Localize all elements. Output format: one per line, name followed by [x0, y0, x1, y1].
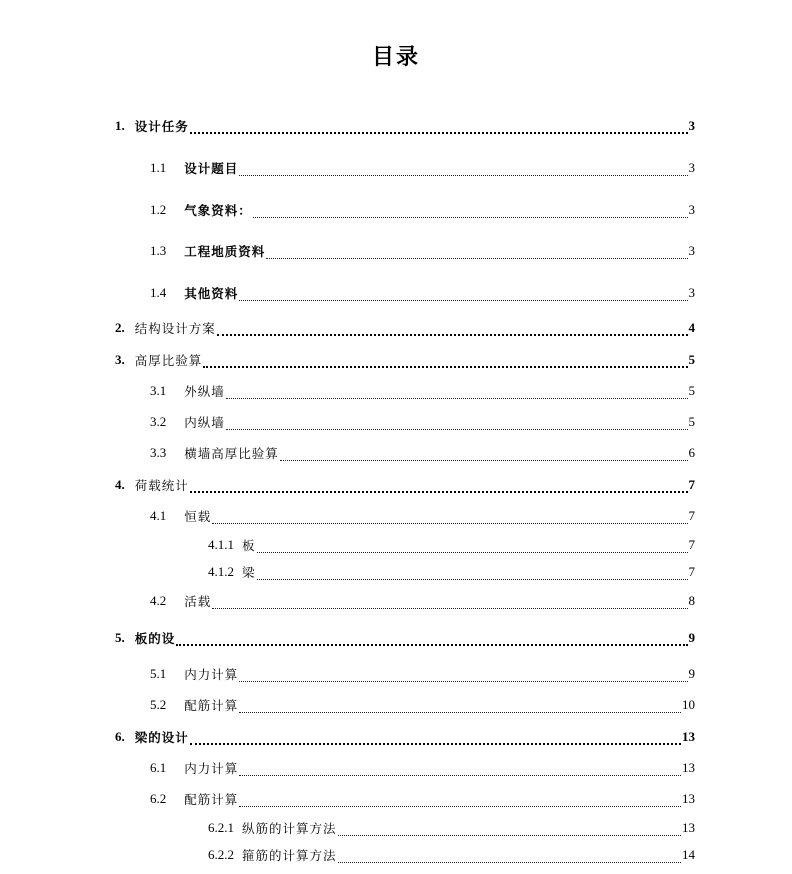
toc-title: 设计题目	[184, 161, 239, 176]
toc-page: 7	[688, 508, 695, 523]
toc-number: 3.2	[150, 414, 167, 429]
dot-leader	[257, 540, 688, 553]
toc-page: 7	[688, 564, 695, 579]
toc-entry-3[interactable]	[115, 350, 695, 370]
toc-title: 其他资料	[184, 286, 239, 301]
toc-entry-5-2[interactable]	[150, 695, 695, 715]
toc-title: 横墙高厚比验算	[184, 446, 279, 461]
toc-entry-5[interactable]	[115, 628, 695, 648]
toc-title: 工程地质资料	[184, 244, 266, 259]
toc-entry-1-3[interactable]	[150, 241, 695, 261]
toc-page: 5	[688, 414, 695, 429]
toc-title: 板	[242, 538, 256, 553]
toc-number: 1.1	[150, 160, 167, 175]
toc-entry-6-2[interactable]	[150, 789, 695, 809]
toc-entry-4-2[interactable]	[150, 591, 695, 611]
toc-number: 6.1	[150, 760, 167, 775]
toc-entry-4-1[interactable]	[150, 506, 695, 526]
toc-page: 14	[682, 847, 695, 862]
toc-number: 2.	[115, 320, 125, 335]
toc-entry-6-2-2[interactable]	[208, 845, 695, 865]
toc-number: 3.	[115, 352, 125, 367]
toc-entry-5-1[interactable]	[150, 664, 695, 684]
dot-leader	[226, 417, 688, 430]
dot-leader	[280, 448, 688, 461]
dot-leader	[266, 246, 687, 259]
toc-number: 4.1	[150, 508, 167, 523]
toc-page: 13	[682, 760, 695, 775]
toc-number: 4.1.1	[208, 537, 234, 552]
toc-title: 内纵墙	[184, 415, 225, 430]
toc-title: 荷载统计	[134, 478, 189, 493]
toc-title: 梁的设计	[134, 730, 189, 745]
page-title: 目录	[371, 45, 420, 70]
dot-leader	[239, 669, 687, 682]
toc-title: 活载	[184, 594, 212, 609]
toc-number: 1.	[115, 118, 125, 133]
toc-number: 5.	[115, 630, 125, 645]
toc-page: 9	[688, 666, 695, 681]
dot-leader	[239, 163, 687, 176]
toc-title: 外纵墙	[184, 384, 225, 399]
dot-leader	[239, 763, 681, 776]
toc-page: 6	[688, 445, 695, 460]
toc-title: 恒载	[184, 509, 212, 524]
toc-title: 板的设	[134, 631, 176, 646]
toc-title: 高厚比验算	[134, 353, 203, 368]
toc-title: 配筋计算	[184, 792, 239, 807]
toc-page: 7	[688, 537, 695, 552]
toc-page: 10	[682, 697, 695, 712]
toc-entry-4-1-2[interactable]	[208, 562, 695, 582]
toc-number: 6.2.1	[208, 820, 234, 835]
toc-title: 气象资料：	[184, 203, 252, 218]
dot-leader	[239, 700, 681, 713]
toc-title: 配筋计算	[184, 698, 239, 713]
dot-leader	[239, 288, 687, 301]
toc-entry-3-2[interactable]	[150, 412, 695, 432]
toc-page: 5	[688, 383, 695, 398]
dot-leader	[338, 850, 681, 863]
toc-page: 9	[688, 630, 695, 645]
toc-number: 3.3	[150, 445, 167, 460]
toc-title: 梁	[242, 565, 256, 580]
dot-leader	[176, 632, 687, 646]
toc-number: 1.2	[150, 202, 167, 217]
toc-page: 3	[688, 160, 695, 175]
toc-page: 3	[688, 118, 695, 133]
toc-entry-6-1[interactable]	[150, 758, 695, 778]
dot-leader	[226, 386, 688, 399]
dot-leader	[190, 731, 681, 745]
toc-entry-6[interactable]	[115, 727, 695, 747]
dot-leader	[338, 823, 681, 836]
toc-entry-2[interactable]	[115, 318, 695, 338]
dot-leader	[239, 794, 681, 807]
toc-number: 1.4	[150, 285, 167, 300]
toc-number: 4.1.2	[208, 564, 234, 579]
toc-entry-1-2[interactable]	[150, 200, 695, 220]
toc-entry-4-1-1[interactable]	[208, 535, 695, 555]
toc-page: 3	[688, 285, 695, 300]
toc-page: 13	[682, 729, 695, 744]
toc-entry-1-1[interactable]	[150, 158, 695, 178]
dot-leader	[257, 567, 688, 580]
dot-leader	[212, 596, 687, 609]
dot-leader	[217, 322, 688, 336]
toc-page: 5	[688, 352, 695, 367]
toc-entry-4[interactable]	[115, 475, 695, 495]
toc-page: 7	[688, 477, 695, 492]
toc-entry-3-1[interactable]	[150, 381, 695, 401]
toc-entry-6-2-1[interactable]	[208, 818, 695, 838]
toc-title: 内力计算	[184, 667, 239, 682]
toc-title: 内力计算	[184, 761, 239, 776]
toc-number: 5.1	[150, 666, 167, 681]
toc-title: 设计任务	[134, 119, 189, 134]
dot-leader	[253, 205, 688, 218]
toc-entry-1[interactable]	[115, 116, 695, 136]
toc-page: 3	[688, 243, 695, 258]
dot-leader	[190, 479, 688, 493]
toc-page: 4	[688, 320, 695, 335]
toc-number: 4.2	[150, 593, 167, 608]
toc-number: 6.	[115, 729, 125, 744]
toc-title: 箍筋的计算方法	[242, 848, 337, 863]
toc-title: 纵筋的计算方法	[242, 821, 337, 836]
toc-page: 13	[682, 791, 695, 806]
toc-number: 6.2.2	[208, 847, 234, 862]
toc-page: 13	[682, 820, 695, 835]
toc-number: 3.1	[150, 383, 167, 398]
dot-leader	[190, 120, 688, 134]
toc-page: 3	[688, 202, 695, 217]
dot-leader	[212, 511, 687, 524]
toc-page: 8	[688, 593, 695, 608]
toc-number: 1.3	[150, 243, 167, 258]
toc-number: 6.2	[150, 791, 167, 806]
toc-title: 结构设计方案	[134, 321, 216, 336]
toc-entry-3-3[interactable]	[150, 443, 695, 463]
toc-entry-1-4[interactable]	[150, 283, 695, 303]
toc-number: 4.	[115, 477, 125, 492]
toc-number: 5.2	[150, 697, 167, 712]
dot-leader	[203, 354, 687, 368]
